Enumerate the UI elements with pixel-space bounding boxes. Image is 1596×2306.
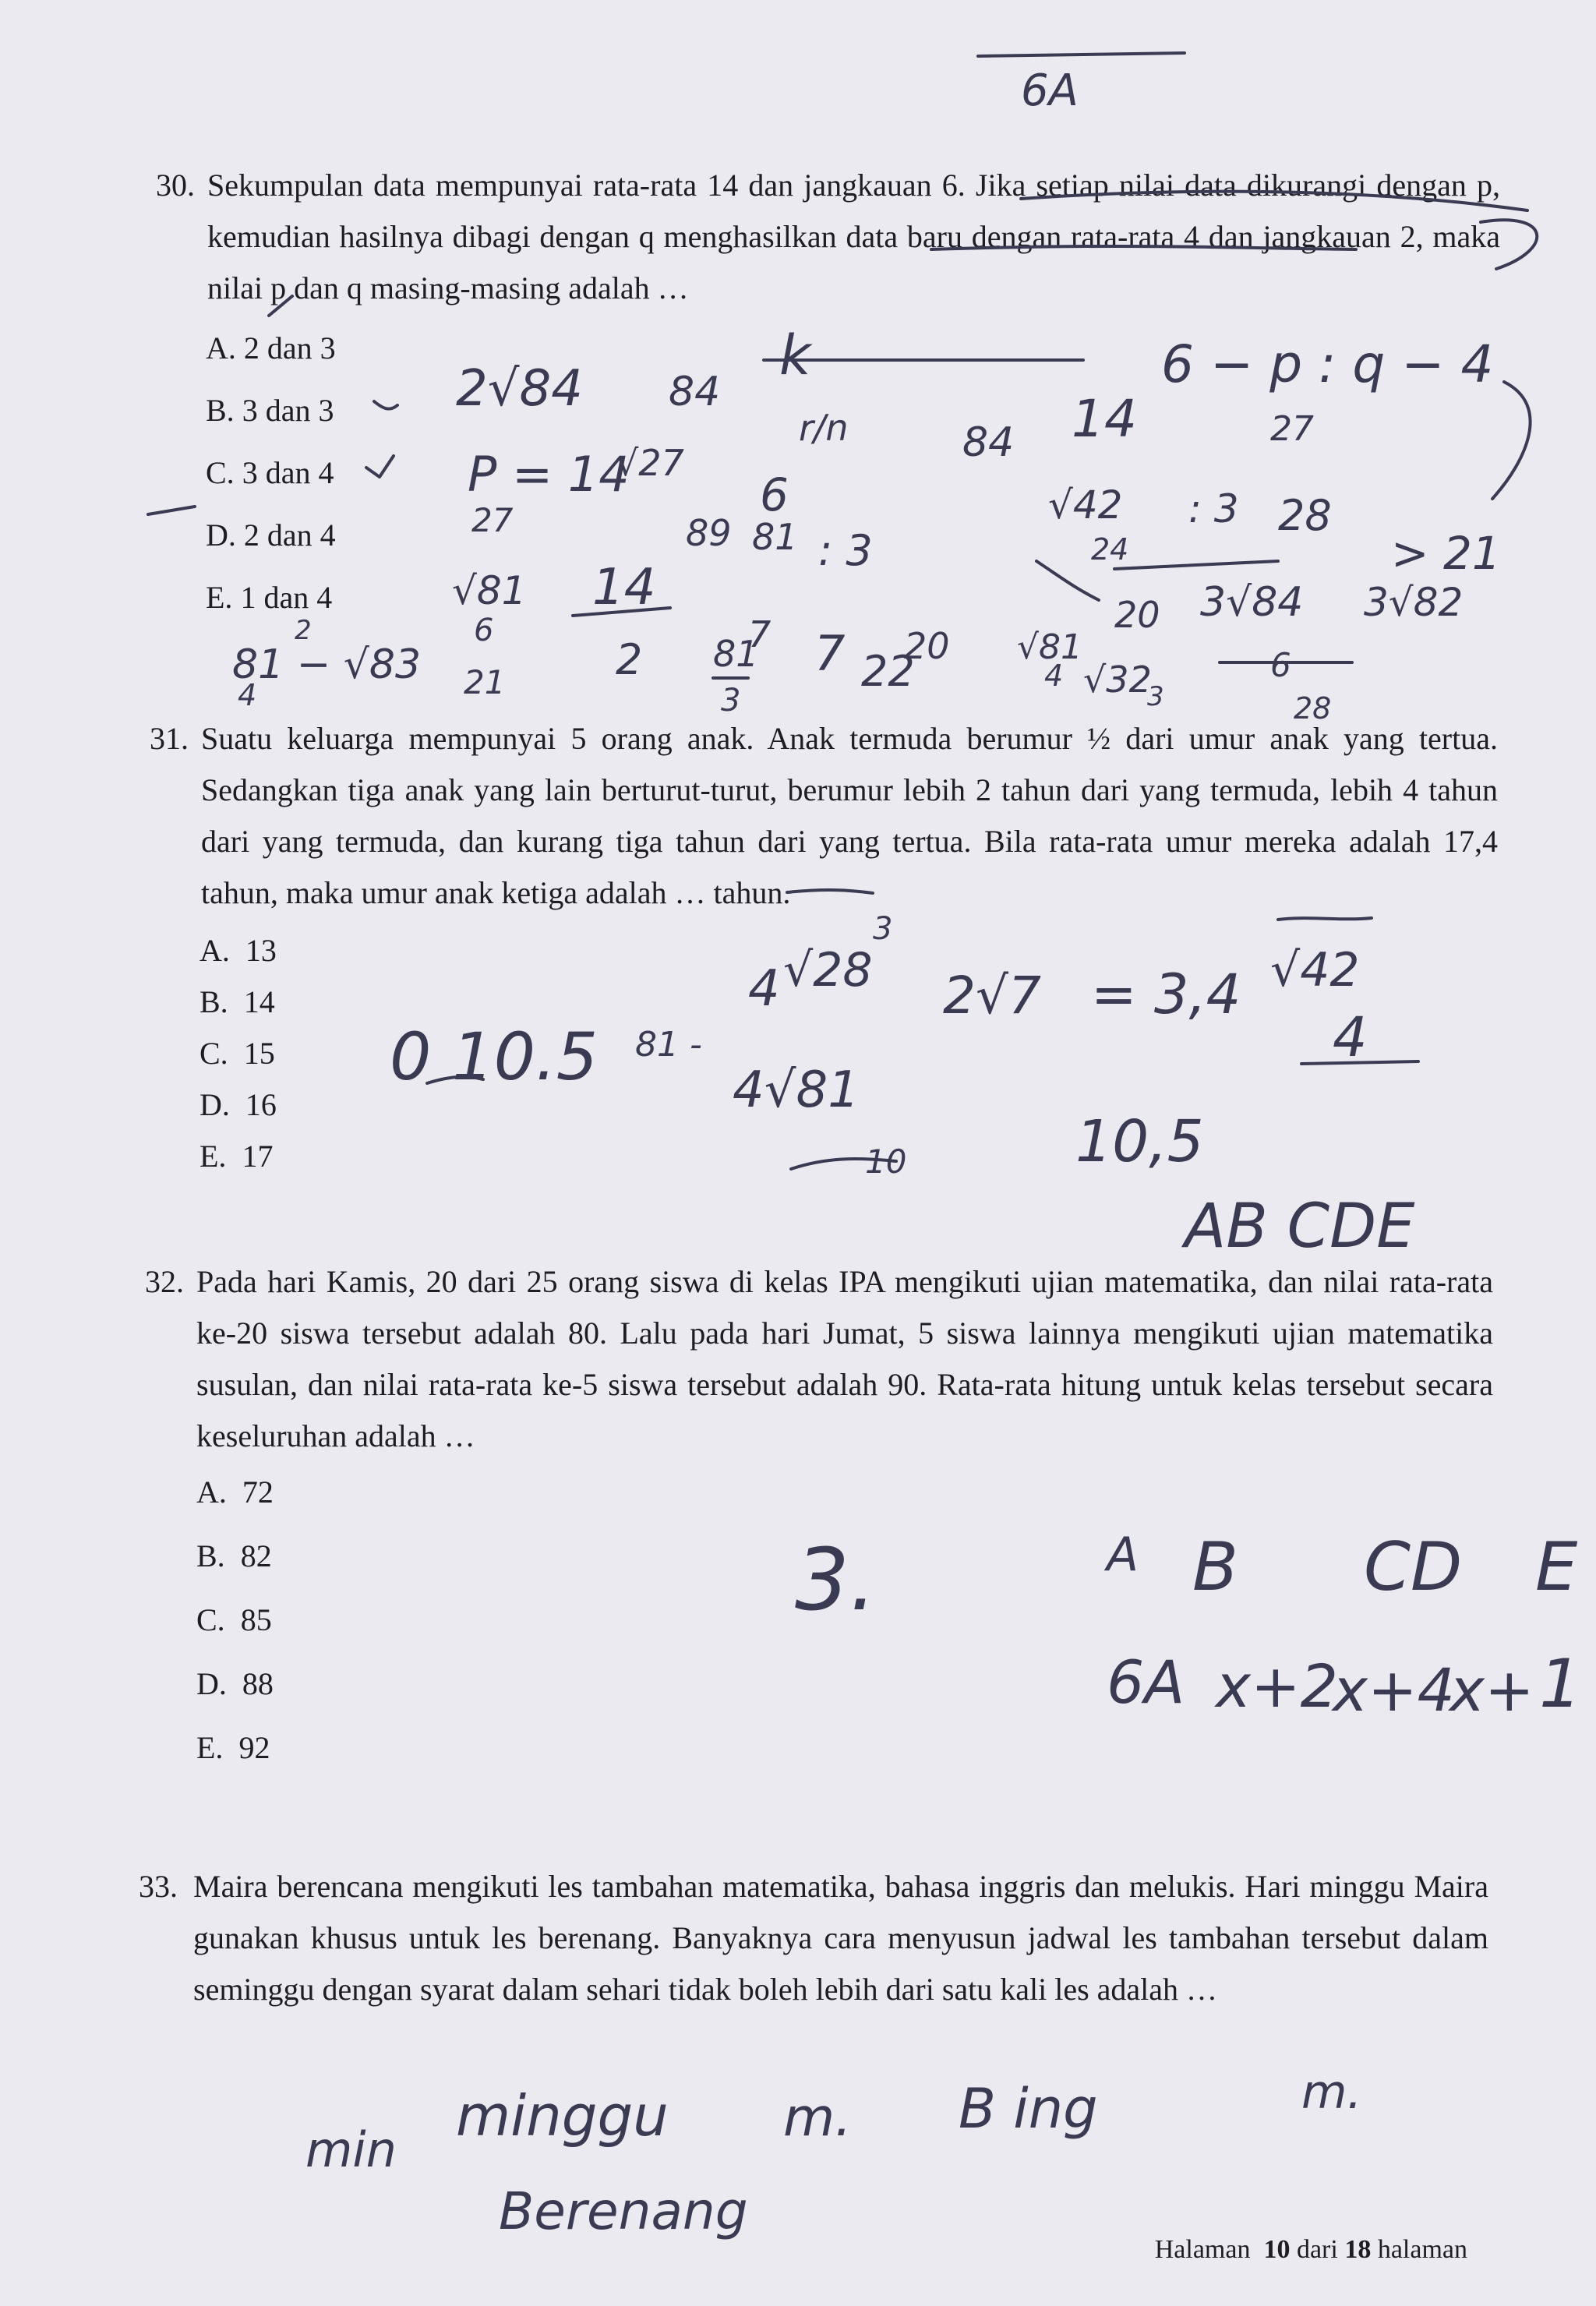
pencil-note: 4 (1044, 659, 1064, 693)
option-e[interactable]: E. 92 (196, 1730, 270, 1765)
pencil-note: 3 (1147, 681, 1164, 712)
question-number: 30. (156, 168, 195, 203)
pencil-note: 6 (1270, 646, 1291, 684)
pencil-note: 3 (721, 683, 741, 719)
footer-current-page: 10 (1263, 2235, 1291, 2264)
question-30 (156, 160, 1500, 314)
option-d[interactable]: D. 88 (196, 1666, 274, 1701)
footer-middle: dari (1296, 2235, 1338, 2264)
pencil-fraction-line (1301, 1061, 1418, 1064)
pencil-stroke (427, 1077, 483, 1083)
pencil-note: Berenang (499, 2181, 748, 2241)
question-number: 32. (145, 1264, 184, 1299)
pencil-note: 6 − p : q − 4 (1161, 334, 1494, 394)
pencil-note: 4√81 (733, 1061, 860, 1119)
question-31 (150, 713, 1498, 919)
footer-prefix: Halaman (1154, 2235, 1251, 2264)
footer-total-pages: 18 (1344, 2235, 1372, 2264)
question-text: Pada hari Kamis, 20 dari 25 orang siswa di kelas IPA mengikuti ujian matematika, dan nilai rata-rata ke-20 siswa tersebut adalah 80. Lalu pada hari Jumat, 5 siswa lainnya mengikuti ujian matematika susulan, dan nilai rata-rata ke-5 siswa tersebut adalah 90. Rata-rata hitung untuk kelas tersebut secara keseluruhan adalah … (196, 1264, 1493, 1453)
pencil-note: √42 (1270, 943, 1360, 998)
pencil-stroke (1036, 561, 1099, 600)
pencil-note: 14 (592, 559, 656, 616)
option-b[interactable]: B. 82 (196, 1538, 272, 1573)
pencil-dash (148, 507, 195, 514)
pencil-note: √32 (1083, 659, 1152, 701)
pencil-note: k (779, 323, 811, 387)
pencil-note: : 3 (818, 526, 873, 575)
option-a[interactable]: A. 2 dan 3 (206, 330, 336, 365)
pencil-note: 81 (713, 633, 759, 675)
option-a[interactable]: A. 72 (196, 1474, 274, 1510)
question-number: 33. (139, 1869, 178, 1904)
pencil-note: 22 (861, 647, 915, 696)
pencil-note: 2 (616, 635, 643, 684)
pencil-note: √28 (783, 943, 873, 998)
pencil-note: 3√82 (1364, 580, 1464, 625)
pencil-note: 81 − √83 (232, 641, 422, 688)
pencil-note: > 21 (1391, 527, 1501, 580)
pencil-note: x+ (1449, 1655, 1534, 1725)
pencil-note: 28 (1294, 691, 1332, 726)
pencil-note: m. (783, 2087, 852, 2149)
option-d[interactable]: D. 2 dan 4 (206, 517, 336, 553)
pencil-note: 4 (748, 960, 780, 1018)
pencil-note: 3. (795, 1530, 877, 1630)
pencil-note: √81 (452, 568, 527, 613)
question-text: Sekumpulan data mempunyai rata-rata 14 dan jangkauan 6. Jika setiap nilai data dikurangi dengan p, kemudian hasilnya dibagi dengan q menghasilkan data baru dengan rata-rata 4 dan jangkauan 2, maka nilai p dan q masing-masing adalah … (207, 168, 1500, 305)
pencil-note: 81 - (635, 1025, 702, 1065)
option-d[interactable]: D. 16 (200, 1087, 277, 1122)
option-e[interactable]: E. 17 (200, 1139, 274, 1174)
pencil-note: 7 (748, 613, 772, 655)
question-number: 31. (150, 721, 189, 756)
pencil-note: A (1107, 1527, 1139, 1582)
pencil-note: 27 (471, 501, 514, 539)
pencil-note: 20 (1114, 594, 1160, 636)
pencil-note: 7 (814, 625, 846, 682)
pencil-fraction-line (791, 1159, 896, 1169)
page-footer (1155, 2235, 1467, 2265)
pencil-note: 2√7 (943, 966, 1042, 1026)
option-c[interactable]: C. 85 (196, 1602, 272, 1637)
pencil-note: m. (1301, 2065, 1362, 2120)
pencil-note: 10,5 (1075, 1108, 1204, 1175)
pencil-note: min (305, 2121, 397, 2178)
pencil-note: B ing (959, 2077, 1098, 2141)
pencil-note: P = 14 (468, 446, 630, 503)
question-33 (139, 1861, 1488, 2015)
pencil-curve (1492, 382, 1531, 499)
pencil-note: 4 (238, 678, 257, 712)
question-32 (145, 1256, 1493, 1462)
pencil-note: √42 (1048, 482, 1123, 528)
pencil-note: B (1192, 1528, 1238, 1606)
pencil-note: 84 (669, 369, 721, 415)
pencil-note: √27 (616, 442, 684, 484)
option-e[interactable]: E. 1 dan 4 (206, 580, 333, 615)
pencil-note: x+2 (1216, 1651, 1339, 1721)
pencil-note: = 3,4 (1091, 962, 1241, 1026)
pencil-note: √81 (1017, 627, 1083, 667)
pencil-check (366, 456, 394, 477)
pencil-tick (374, 401, 397, 409)
pencil-note: 28 (1278, 491, 1332, 540)
pencil-note: 10 (865, 1142, 907, 1181)
pencil-note: r/n (799, 407, 849, 449)
pencil-note: 6 (760, 468, 789, 521)
pencil-note: 14 (1072, 389, 1137, 449)
pencil-note: 1 (1539, 1645, 1582, 1723)
pencil-fraction-line (573, 608, 670, 616)
pencil-note: x+4 (1333, 1655, 1456, 1725)
pencil-note: 21 (464, 663, 506, 701)
option-b[interactable]: B. 14 (200, 984, 275, 1019)
option-c[interactable]: C. 15 (200, 1036, 275, 1071)
footer-suffix: halaman (1377, 2235, 1467, 2264)
options-31 (200, 925, 277, 1182)
question-text: Maira berencana mengikuti les tambahan matematika, bahasa inggris dan melukis. Hari minggu Maira gunakan khusus untuk les berenang. Banyaknya cara menyusun jadwal les tambahan tersebut dalam seminggu dengan syarat dalam sehari tidak boleh lebih dari satu kali les adalah … (193, 1869, 1488, 2007)
pencil-note: 81 (752, 516, 798, 558)
pencil-note: 6 (474, 613, 494, 648)
pencil-note: 3 (873, 911, 893, 947)
option-b[interactable]: B. 3 dan 3 (206, 393, 334, 428)
pencil-note: 4 (1333, 1005, 1368, 1069)
pencil-note: 6A (1107, 1647, 1185, 1717)
pencil-note: 27 (1270, 409, 1314, 449)
pencil-note: 84 (962, 419, 1015, 466)
pencil-note: 2 (295, 615, 312, 646)
pencil-fraction-line (1114, 561, 1278, 569)
pencil-note: 0 10.5 (390, 1019, 598, 1095)
option-c[interactable]: C. 3 dan 4 (206, 455, 334, 490)
question-text: Suatu keluarga mempunyai 5 orang anak. Anak termuda berumur ½ dari umur anak yang tertua. Sedangkan tiga anak yang lain berturut-turut, berumur lebih 2 tahun dari yang termuda, lebih 4 tahun dari yang termuda, dan kurang tiga tahun dari yang tertua. Bila rata-rata umur mereka adalah 17,4 tahun, maka umur anak ketiga adalah … tahun. (201, 721, 1498, 910)
pencil-note: : 3 (1188, 486, 1239, 531)
options-32 (196, 1467, 274, 1774)
pencil-note: minggu (456, 2083, 669, 2149)
pencil-fraction-line (978, 53, 1185, 56)
pencil-note: 20 (904, 625, 950, 667)
pencil-note: 2√84 (456, 360, 583, 418)
pencil-note: 89 (686, 512, 732, 554)
option-a[interactable]: A. 13 (200, 933, 277, 968)
pencil-note: AB CDE (1185, 1192, 1415, 1262)
pencil-note: E (1535, 1528, 1578, 1606)
pencil-note: 3√84 (1200, 579, 1304, 626)
pencil-note: 6A (1021, 65, 1079, 116)
pencil-note: CD (1364, 1528, 1463, 1606)
options-30 (206, 323, 336, 623)
pencil-note: 24 (1091, 532, 1129, 567)
